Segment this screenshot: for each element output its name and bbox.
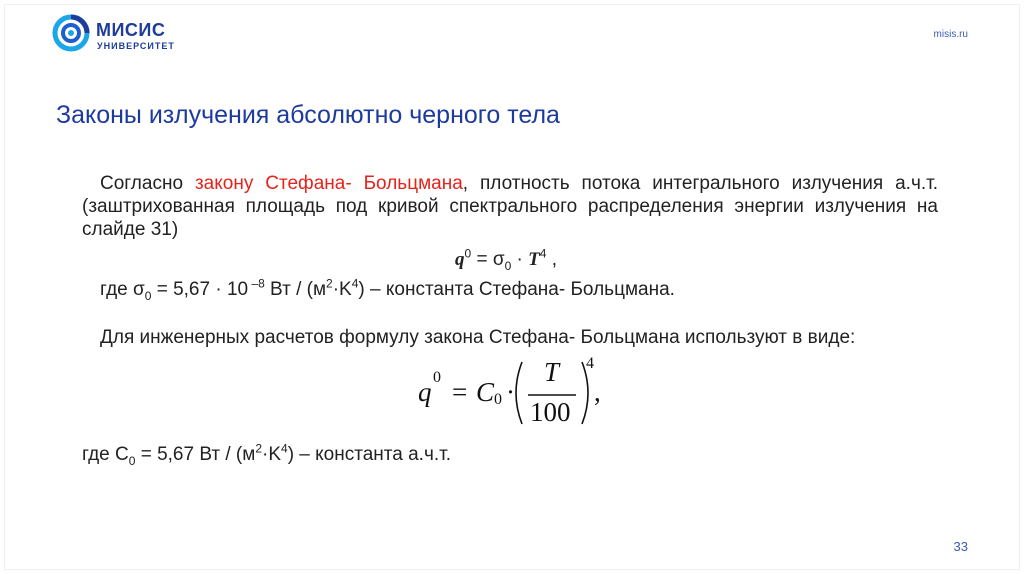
university-logo [52,14,182,54]
misis-logo-icon [52,14,90,52]
f1-T-sup: 4 [539,246,547,261]
c0-value: = 5,67 Вт / (м [135,444,256,465]
sigma-units-a: Вт / (м [264,279,327,300]
f2-q-sup: 0 [433,369,441,386]
c0-mid: ·K [262,444,281,465]
c0-m-sup: 2 [255,441,262,456]
sigma-units-k-sup: 4 [351,276,359,291]
f2-q: q [418,377,432,407]
site-link[interactable]: misis.ru [933,29,968,40]
formula-engineering [418,355,618,430]
f2-C: C [476,377,495,407]
f1-dot: · [511,249,529,270]
f2-numerator: T [544,357,560,387]
f1-T: T [528,249,540,270]
p1-before: Согласно [100,173,195,194]
f1-sigma: σ [492,249,505,270]
f2-comma: , [594,377,601,407]
f1-equals: = [471,249,493,270]
c0-constant-line [82,443,938,466]
c0-k-sup: 4 [281,441,288,456]
f1-tail: , [546,249,558,270]
f2-dot: · [506,377,515,407]
f2-equals: = [452,377,468,407]
formula-stefan-boltzmann [455,246,558,273]
page-number: 33 [953,539,968,554]
f1-sigma-sub: 0 [504,258,512,273]
slide-title: Законы излучения абсолютно черного тела [56,100,560,129]
f1-q: q [455,249,465,270]
f2-power: 4 [586,355,594,372]
f2-denominator: 100 [530,397,571,427]
sigma-constant-line [100,278,956,301]
paragraph-stefan-boltzmann [82,172,938,241]
sigma-exponent: –8 [248,276,265,291]
f1-q-sup: 0 [464,246,472,261]
sigma-symbol: σ [133,279,145,300]
sigma-units-b: ·K [332,279,352,300]
sigma-value: = 5,67 · 10 [151,279,249,300]
sigma-sub: 0 [144,288,152,303]
sigma-prefix: где [100,279,134,300]
c0-sub: 0 [128,453,136,468]
p1-after: , плотность потока интегрального излучения а.ч.т. (заштрихованная площадь под кривой спектрального распределения энергии излучения на слайде 31) [82,173,939,240]
stefan-boltzmann-law-link: закону Стефана- Больцмана [194,173,463,194]
c0-suffix: ) – константа а.ч.т. [287,444,452,465]
logo-title: МИСИС [96,20,166,40]
f2-C-sub: 0 [494,391,502,408]
logo-subtitle: УНИВЕРСИТЕТ [97,41,175,51]
sigma-units-m-sup: 2 [326,276,333,291]
sigma-units-c: ) – константа Стефана- Больцмана. [358,279,675,300]
paragraph-engineering: Для инженерных расчетов формулу закона Стефана- Больцмана используют в виде: [100,327,856,348]
c0-prefix: где С [82,444,129,465]
